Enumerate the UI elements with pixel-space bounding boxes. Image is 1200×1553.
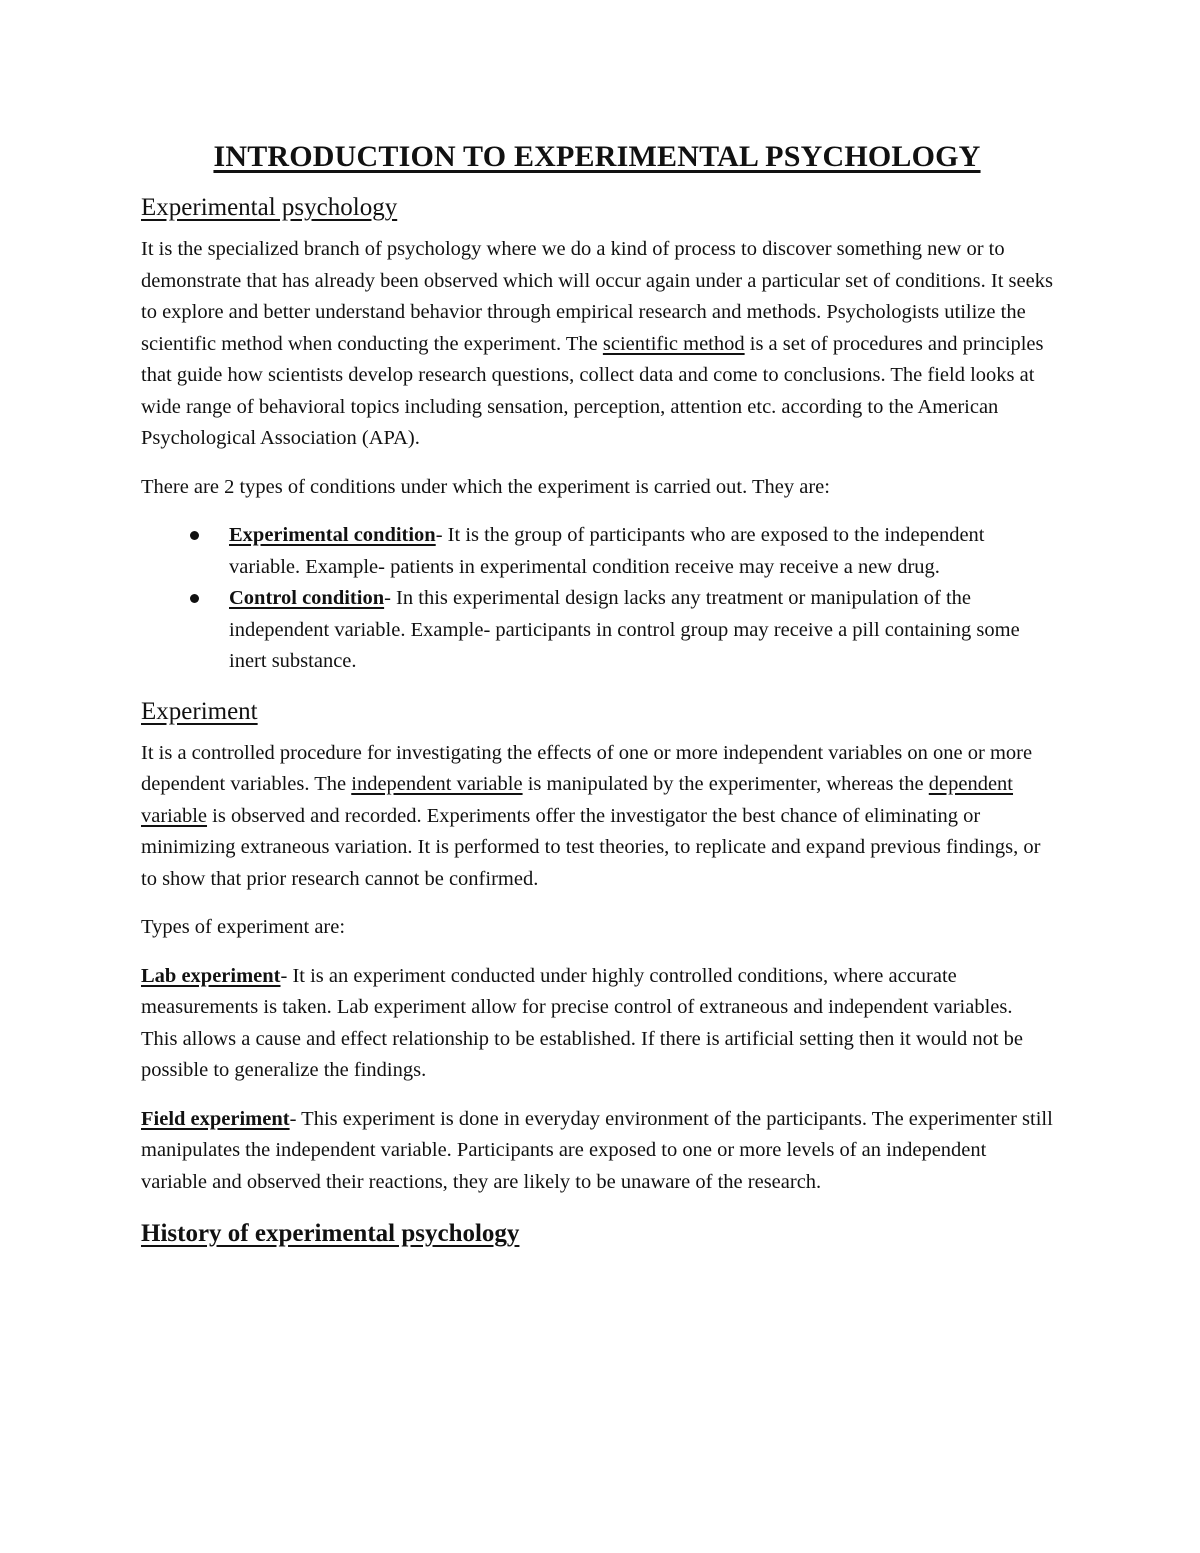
paragraph-text: is observed and recorded. Experiments offer the investigator the best chance of eliminating or minimizing extraneous variation. It is performed to test theories, to replicate and expand previous findings, or to show that prior research cannot be confirmed. [141, 804, 1041, 890]
list-item-experimental-condition [229, 520, 1053, 583]
paragraph-definition [141, 234, 1053, 455]
paragraph-text: It is the specialized branch of psychology where we do a kind of process to discover something new or to demonstrate that has already been observed which will occur again under a particular set of conditions. It seeks to explore and better understand behavior through empirical research and methods. Psychologists utilize the scientific method when conducting the experiment. The [141, 238, 1053, 355]
bullet-icon [190, 594, 199, 603]
document-page [141, 140, 1053, 1260]
term-independent-variable: independent variable [351, 773, 523, 795]
term-field-experiment: Field experiment [141, 1107, 290, 1130]
list-item-text: - In this experimental design lacks any treatment or manipulation of the independent variable. Example- participants in control group may receive a pill containing some inert substance. [229, 587, 1020, 672]
term-control-condition: Control condition [229, 587, 385, 609]
section-heading-experimental-psychology: Experimental psychology [141, 194, 398, 221]
paragraph-text: is manipulated by the experimenter, whereas the [522, 773, 929, 795]
paragraph-experiment-definition [141, 738, 1053, 896]
document-title: INTRODUCTION TO EXPERIMENTAL PSYCHOLOGY [213, 140, 981, 173]
conditions-list [141, 520, 1053, 678]
paragraph-lab-experiment [141, 961, 1053, 1087]
term-experimental-condition: Experimental condition [229, 524, 436, 546]
section-heading-history: History of experimental psychology [141, 1220, 520, 1247]
section-heading-experiment: Experiment [141, 697, 258, 725]
paragraph-field-experiment [141, 1104, 1053, 1199]
paragraph-text: - It is an experiment conducted under highly controlled conditions, where accurate measurements is taken. Lab experiment allow for precise control of extraneous and independent variables. This allows a cause and effect relationship to be established. If there is artificial setting then it would not be possible to generalize the findings. [141, 964, 1024, 1081]
list-item-text: - It is the group of participants who are exposed to the independent variable. Example- patients in experimental condition receive may receive a new drug. [229, 524, 985, 578]
paragraph-text: is a set of procedures and principles that guide how scientists develop research questions, collect data and come to conclusions. The field looks at wide range of behavioral topics including sensation, perception, attention etc. according to the American Psychological Association (APA). [141, 332, 1044, 449]
paragraph-types-intro: Types of experiment are: [141, 916, 346, 938]
bullet-icon [190, 531, 199, 540]
term-lab-experiment: Lab experiment [141, 964, 281, 987]
paragraph-conditions-intro: There are 2 types of conditions under which the experiment is carried out. They are: [141, 475, 830, 498]
list-item-control-condition [229, 583, 1053, 678]
term-scientific-method: scientific method [602, 332, 745, 355]
paragraph-text: It is a controlled procedure for investigating the effects of one or more independent variables on one or more dependent variables. The [141, 741, 1033, 795]
paragraph-text: - This experiment is done in everyday environment of the participants. The experimenter still manipulates the independent variable. Participants are exposed to one or more levels of an independent variable and observed their reactions, they are likely to be unaware of the research. [141, 1107, 1053, 1193]
term-dependent-variable: dependent variable [141, 773, 1014, 827]
